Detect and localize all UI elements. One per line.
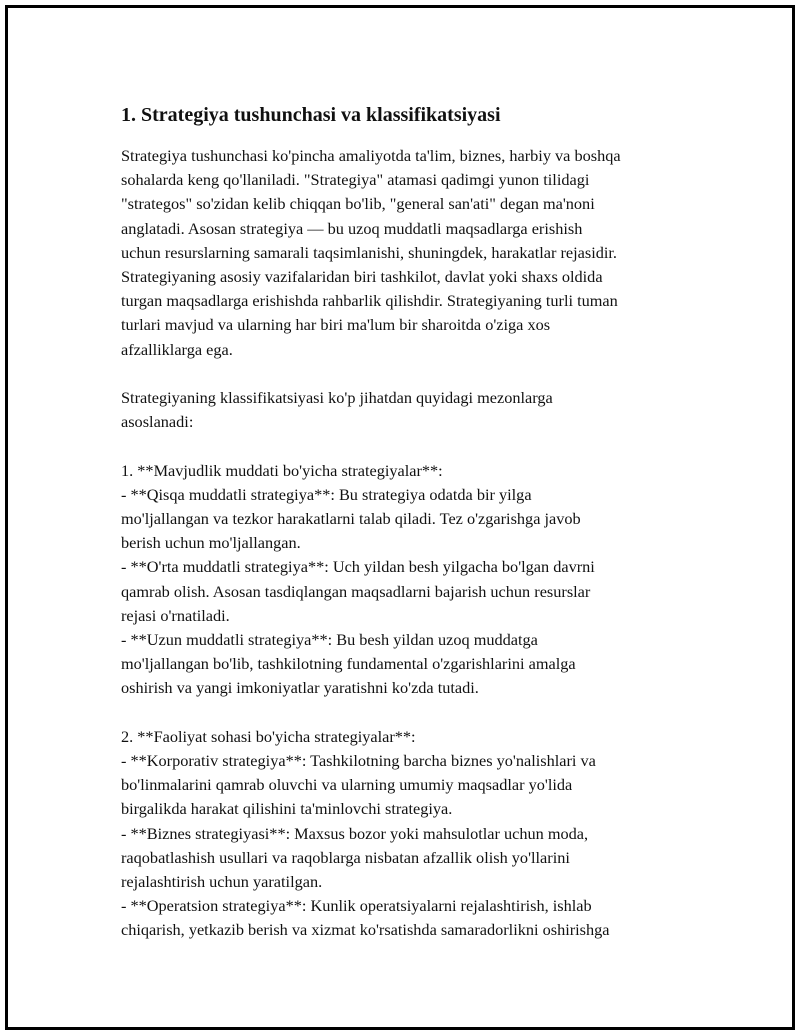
page-frame (5, 5, 795, 1030)
section-title: 1. Strategiya tushunchasi va klassifikatsiyasi (121, 104, 501, 126)
classification-intro-paragraph: Strategiyaning klassifikatsiyasi ko'p jihatdan quyidagi mezonlarga asoslanadi: (121, 388, 553, 432)
document-body (121, 102, 701, 943)
duration-strategies-list: 1. **Mavjudlik muddati bo'yicha strategiyalar**: - **Qisqa muddatli strategiya**: Bu strategiya odatda bir yilga mo'ljallangan va tezkor harakatlarni talab qiladi. Tez o'zgarishga javob berish uchun mo'ljallangan. - **O'rta muddatli strategiya**: Uch yildan besh yilgacha bo'lgan davrni qamrab olish. Asosan tasdiqlangan maqsadlarni bajarish uchun resurslar rejasi o'rnatiladi. - **Uzun muddatli strategiya**: Bu besh yildan uzoq muddatga mo'ljallangan bo'lib, tashkilotning fundamental o'zgarishlarini amalga oshirish va yangi imkoniyatlar yaratishni ko'zda tutadi. (121, 460, 595, 698)
paragraph-gap (121, 701, 701, 725)
paragraph-gap (121, 362, 701, 386)
intro-paragraph: Strategiya tushunchasi ko'pincha amaliyotda ta'lim, biznes, harbiy va boshqa sohalarda keng qo'llaniladi. "Strategiya" atamasi qadimgi yunon tilidagi "strategos" so'zidan kelib chiqqan bo'lib, "general san'ati" degan ma'noni anglatadi. Asosan strategiya — bu uzoq muddatli maqsadlarga erishish uchun resurslarning samarali taqsimlanishi, shuningdek, harakatlar rejasidir. Strategiyaning asosiy vazifalaridan biri tashkilot, davlat yoki shaxs oldida turgan maqsadlarga erishishda rahbarlik qilishdir. Strategiyaning turli tuman turlari mavjud va ularning har biri ma'lum bir sharoitda o'ziga xos afzalliklarga ega. (121, 146, 621, 359)
activity-strategies-list: 2. **Faoliyat sohasi bo'yicha strategiyalar**: - **Korporativ strategiya**: Tashkilotning barcha biznes yo'nalishlari va bo'linmalarini qamrab oluvchi va ularning umumiy maqsadlar yo'lida birgalikda harakat qilishini ta'minlovchi strategiya. - **Biznes strategiyasi**: Maxsus bozor yoki mahsulotlar uchun moda, raqobatlashish usullari va raqoblarga nisbatan afzallik olish yo'llarini rejalashtirish uchun yaratilgan. - **Operatsion strategiya**: Kunlik operatsiyalarni rejalashtirish, ishlab chiqarish, yetkazib berish va xizmat ko'rsatishda samaradorlikni oshirishga (121, 726, 610, 940)
paragraph-gap (121, 434, 701, 458)
